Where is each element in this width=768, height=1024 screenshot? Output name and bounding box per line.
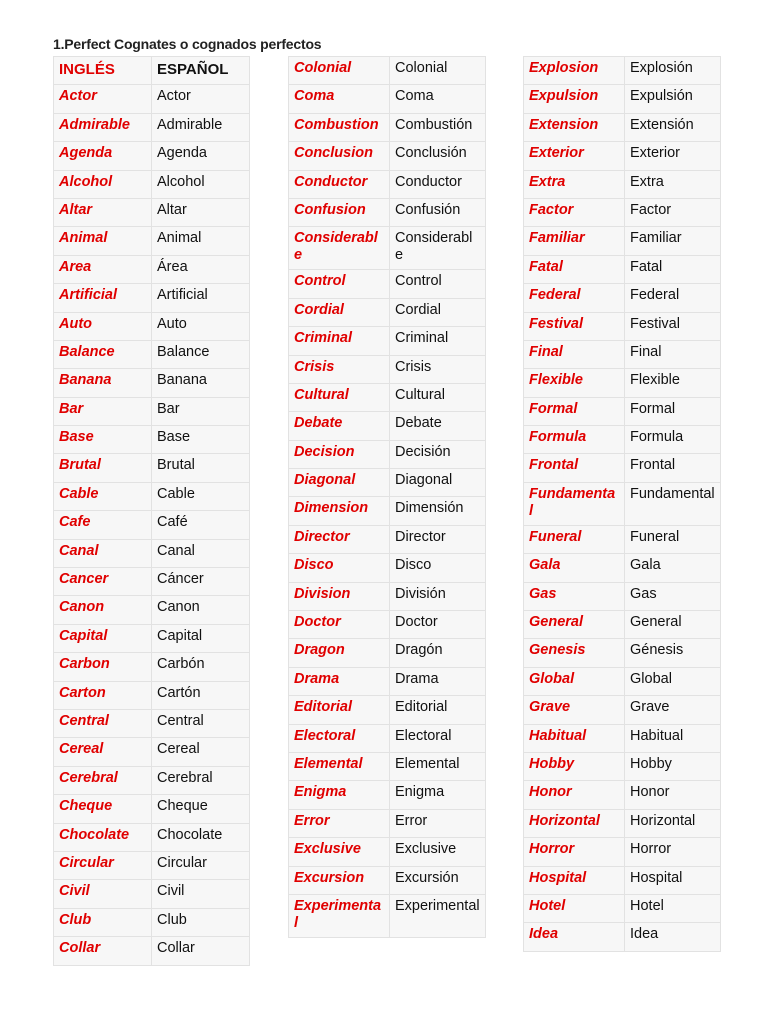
spanish-word: Electoral bbox=[390, 724, 486, 752]
spanish-word: Honor bbox=[625, 781, 721, 809]
english-word: Diagonal bbox=[289, 469, 390, 497]
spanish-word: Extensión bbox=[625, 113, 721, 141]
table-row bbox=[54, 198, 250, 226]
english-word: Conductor bbox=[289, 170, 390, 198]
english-word: Formula bbox=[524, 426, 625, 454]
spanish-word: Factor bbox=[625, 198, 721, 226]
table-row bbox=[524, 923, 721, 951]
spanish-word: Flexible bbox=[625, 369, 721, 397]
table-row bbox=[54, 369, 250, 397]
english-word: Explosion bbox=[524, 57, 625, 85]
table-row bbox=[524, 696, 721, 724]
english-word: Admirable bbox=[54, 113, 152, 141]
spanish-word: Formula bbox=[625, 426, 721, 454]
table-row bbox=[524, 57, 721, 85]
table-row bbox=[289, 611, 486, 639]
table-row bbox=[54, 539, 250, 567]
table-row bbox=[524, 894, 721, 922]
table-row bbox=[289, 554, 486, 582]
english-word: Coma bbox=[289, 85, 390, 113]
english-word: Extension bbox=[524, 113, 625, 141]
spanish-word: Editorial bbox=[390, 696, 486, 724]
english-word: Global bbox=[524, 667, 625, 695]
table-row bbox=[54, 227, 250, 255]
table-row bbox=[524, 752, 721, 780]
table-row bbox=[524, 639, 721, 667]
table-row bbox=[289, 525, 486, 553]
english-word: General bbox=[524, 611, 625, 639]
cognates-column-1 bbox=[53, 56, 250, 966]
table-row bbox=[524, 227, 721, 255]
english-word: Formal bbox=[524, 397, 625, 425]
spanish-word: Dragón bbox=[390, 639, 486, 667]
english-word: Habitual bbox=[524, 724, 625, 752]
spanish-word: Enigma bbox=[390, 781, 486, 809]
table-row bbox=[289, 838, 486, 866]
english-word: Banana bbox=[54, 369, 152, 397]
english-word: Horizontal bbox=[524, 809, 625, 837]
spanish-word: Civil bbox=[152, 880, 250, 908]
spanish-word: Diagonal bbox=[390, 469, 486, 497]
english-word: Cultural bbox=[289, 383, 390, 411]
english-word: Exterior bbox=[524, 142, 625, 170]
spanish-word: Control bbox=[390, 270, 486, 298]
cognates-table-2 bbox=[288, 56, 486, 938]
spanish-word: Excursión bbox=[390, 866, 486, 894]
english-word: Hotel bbox=[524, 894, 625, 922]
table-row bbox=[289, 667, 486, 695]
english-word: Hospital bbox=[524, 866, 625, 894]
spanish-word: Cultural bbox=[390, 383, 486, 411]
table-row bbox=[54, 908, 250, 936]
english-word: Frontal bbox=[524, 454, 625, 482]
spanish-word: Agenda bbox=[152, 142, 250, 170]
spanish-word: Frontal bbox=[625, 454, 721, 482]
spanish-word: Central bbox=[152, 709, 250, 737]
spanish-word: Hospital bbox=[625, 866, 721, 894]
table-row bbox=[289, 752, 486, 780]
table-row bbox=[289, 866, 486, 894]
table-row bbox=[54, 170, 250, 198]
spanish-word: Grave bbox=[625, 696, 721, 724]
english-word: Horror bbox=[524, 838, 625, 866]
spanish-word: Cáncer bbox=[152, 568, 250, 596]
table-row bbox=[524, 781, 721, 809]
spanish-word: Doctor bbox=[390, 611, 486, 639]
spanish-word: Club bbox=[152, 908, 250, 936]
cognates-table-3 bbox=[523, 56, 721, 952]
table-row bbox=[524, 525, 721, 553]
spanish-word: Exterior bbox=[625, 142, 721, 170]
table-row bbox=[54, 851, 250, 879]
english-word: Actor bbox=[54, 85, 152, 113]
table-row bbox=[289, 696, 486, 724]
spanish-word: Dimensión bbox=[390, 497, 486, 525]
english-word: Auto bbox=[54, 312, 152, 340]
table-row bbox=[54, 113, 250, 141]
spanish-word: Disco bbox=[390, 554, 486, 582]
table-row bbox=[289, 170, 486, 198]
spanish-word: Considerable bbox=[390, 227, 486, 270]
spanish-word: Decisión bbox=[390, 440, 486, 468]
english-word: Factor bbox=[524, 198, 625, 226]
table-row bbox=[54, 85, 250, 113]
table-row bbox=[524, 198, 721, 226]
spanish-word: General bbox=[625, 611, 721, 639]
spanish-word: Familiar bbox=[625, 227, 721, 255]
spanish-word: Cheque bbox=[152, 795, 250, 823]
english-word: Hobby bbox=[524, 752, 625, 780]
english-word: Fatal bbox=[524, 255, 625, 283]
english-word: Capital bbox=[54, 624, 152, 652]
table-row bbox=[54, 596, 250, 624]
table-row bbox=[524, 582, 721, 610]
spanish-word: Experimental bbox=[390, 894, 486, 937]
english-word: Circular bbox=[54, 851, 152, 879]
english-word: Gala bbox=[524, 554, 625, 582]
table-row bbox=[524, 85, 721, 113]
english-word: Gas bbox=[524, 582, 625, 610]
english-word: Agenda bbox=[54, 142, 152, 170]
table-row bbox=[54, 482, 250, 510]
english-word: Canal bbox=[54, 539, 152, 567]
spanish-word: Horizontal bbox=[625, 809, 721, 837]
spanish-word: Confusión bbox=[390, 198, 486, 226]
english-word: Elemental bbox=[289, 752, 390, 780]
spanish-word: Animal bbox=[152, 227, 250, 255]
table-row bbox=[524, 611, 721, 639]
spanish-word: Conclusión bbox=[390, 142, 486, 170]
spanish-word: Coma bbox=[390, 85, 486, 113]
table-row bbox=[54, 681, 250, 709]
english-word: Drama bbox=[289, 667, 390, 695]
english-word: Experimental bbox=[289, 894, 390, 937]
table-row bbox=[524, 809, 721, 837]
table-row bbox=[289, 57, 486, 85]
spanish-word: Alcohol bbox=[152, 170, 250, 198]
table-row bbox=[289, 327, 486, 355]
table-row bbox=[524, 554, 721, 582]
table-row bbox=[524, 369, 721, 397]
english-word: Festival bbox=[524, 312, 625, 340]
english-word: Dimension bbox=[289, 497, 390, 525]
spanish-word: Balance bbox=[152, 340, 250, 368]
english-word: Disco bbox=[289, 554, 390, 582]
english-word: Grave bbox=[524, 696, 625, 724]
english-word: Enigma bbox=[289, 781, 390, 809]
english-word: Director bbox=[289, 525, 390, 553]
spanish-word: Extra bbox=[625, 170, 721, 198]
table-row bbox=[524, 284, 721, 312]
spanish-word: Fatal bbox=[625, 255, 721, 283]
english-word: Brutal bbox=[54, 454, 152, 482]
table-row bbox=[524, 312, 721, 340]
english-word: Combustion bbox=[289, 113, 390, 141]
spanish-word: Conductor bbox=[390, 170, 486, 198]
table-row bbox=[289, 724, 486, 752]
spanish-word: Funeral bbox=[625, 525, 721, 553]
table-row bbox=[289, 894, 486, 937]
english-word: Extra bbox=[524, 170, 625, 198]
table-row bbox=[289, 412, 486, 440]
spanish-word: Admirable bbox=[152, 113, 250, 141]
english-word: Dragon bbox=[289, 639, 390, 667]
english-word: Doctor bbox=[289, 611, 390, 639]
spanish-word: Global bbox=[625, 667, 721, 695]
table-row bbox=[289, 383, 486, 411]
table-row bbox=[289, 85, 486, 113]
table-row bbox=[524, 142, 721, 170]
english-word: Alcohol bbox=[54, 170, 152, 198]
table-row bbox=[524, 340, 721, 368]
cognates-column-2 bbox=[288, 56, 485, 938]
table-row bbox=[289, 355, 486, 383]
english-word: Crisis bbox=[289, 355, 390, 383]
spanish-word: Brutal bbox=[152, 454, 250, 482]
table-row bbox=[54, 568, 250, 596]
table-row bbox=[54, 738, 250, 766]
spanish-word: Banana bbox=[152, 369, 250, 397]
spanish-word: Final bbox=[625, 340, 721, 368]
spanish-word: Base bbox=[152, 426, 250, 454]
spanish-word: Canal bbox=[152, 539, 250, 567]
spanish-word: Fundamental bbox=[625, 482, 721, 525]
spanish-word: División bbox=[390, 582, 486, 610]
english-word: Bar bbox=[54, 397, 152, 425]
english-word: Base bbox=[54, 426, 152, 454]
table-row bbox=[524, 482, 721, 525]
english-word: Club bbox=[54, 908, 152, 936]
spanish-word: Cordial bbox=[390, 298, 486, 326]
spanish-word: Auto bbox=[152, 312, 250, 340]
spanish-word: Hobby bbox=[625, 752, 721, 780]
english-word: Civil bbox=[54, 880, 152, 908]
table-row bbox=[289, 198, 486, 226]
english-word: Division bbox=[289, 582, 390, 610]
spanish-word: Combustión bbox=[390, 113, 486, 141]
english-word: Canon bbox=[54, 596, 152, 624]
english-word: Cable bbox=[54, 482, 152, 510]
table-row bbox=[289, 113, 486, 141]
spanish-word: Horror bbox=[625, 838, 721, 866]
header-english: INGLÉS bbox=[54, 57, 152, 85]
table-row bbox=[524, 170, 721, 198]
english-word: Animal bbox=[54, 227, 152, 255]
spanish-word: Cartón bbox=[152, 681, 250, 709]
table-row bbox=[289, 440, 486, 468]
english-word: Funeral bbox=[524, 525, 625, 553]
table-row bbox=[54, 142, 250, 170]
english-word: Cafe bbox=[54, 511, 152, 539]
spanish-word: Idea bbox=[625, 923, 721, 951]
english-word: Carbon bbox=[54, 653, 152, 681]
table-row bbox=[54, 795, 250, 823]
spanish-word: Debate bbox=[390, 412, 486, 440]
spanish-word: Altar bbox=[152, 198, 250, 226]
table-row bbox=[524, 255, 721, 283]
table-row bbox=[54, 653, 250, 681]
english-word: Cerebral bbox=[54, 766, 152, 794]
spanish-word: Colonial bbox=[390, 57, 486, 85]
english-word: Flexible bbox=[524, 369, 625, 397]
english-word: Altar bbox=[54, 198, 152, 226]
english-word: Cheque bbox=[54, 795, 152, 823]
spanish-word: Actor bbox=[152, 85, 250, 113]
table-row bbox=[524, 667, 721, 695]
table-row bbox=[524, 724, 721, 752]
spanish-word: Artificial bbox=[152, 284, 250, 312]
spanish-word: Cereal bbox=[152, 738, 250, 766]
header-spanish: ESPAÑOL bbox=[152, 57, 250, 85]
spanish-word: Federal bbox=[625, 284, 721, 312]
cognates-table-1 bbox=[53, 56, 250, 966]
english-word: Cordial bbox=[289, 298, 390, 326]
spanish-word: Collar bbox=[152, 937, 250, 965]
english-word: Exclusive bbox=[289, 838, 390, 866]
table-row bbox=[54, 284, 250, 312]
english-word: Final bbox=[524, 340, 625, 368]
english-word: Balance bbox=[54, 340, 152, 368]
table-row bbox=[54, 426, 250, 454]
english-word: Fundamental bbox=[524, 482, 625, 525]
table-row bbox=[54, 880, 250, 908]
english-word: Considerable bbox=[289, 227, 390, 270]
spanish-word: Exclusive bbox=[390, 838, 486, 866]
table-row bbox=[289, 142, 486, 170]
english-word: Honor bbox=[524, 781, 625, 809]
english-word: Carton bbox=[54, 681, 152, 709]
spanish-word: Cerebral bbox=[152, 766, 250, 794]
english-word: Central bbox=[54, 709, 152, 737]
table-row bbox=[524, 454, 721, 482]
spanish-word: Génesis bbox=[625, 639, 721, 667]
english-word: Conclusion bbox=[289, 142, 390, 170]
english-word: Expulsion bbox=[524, 85, 625, 113]
table-row bbox=[524, 838, 721, 866]
table-row bbox=[289, 298, 486, 326]
english-word: Confusion bbox=[289, 198, 390, 226]
spanish-word: Canon bbox=[152, 596, 250, 624]
spanish-word: Criminal bbox=[390, 327, 486, 355]
table-row bbox=[54, 312, 250, 340]
table-row bbox=[524, 113, 721, 141]
spanish-word: Circular bbox=[152, 851, 250, 879]
english-word: Colonial bbox=[289, 57, 390, 85]
spanish-word: Habitual bbox=[625, 724, 721, 752]
spanish-word: Gas bbox=[625, 582, 721, 610]
spanish-word: Hotel bbox=[625, 894, 721, 922]
table-row bbox=[54, 823, 250, 851]
english-word: Criminal bbox=[289, 327, 390, 355]
table-row bbox=[54, 340, 250, 368]
english-word: Cereal bbox=[54, 738, 152, 766]
table-row bbox=[524, 426, 721, 454]
table-row bbox=[54, 937, 250, 965]
english-word: Chocolate bbox=[54, 823, 152, 851]
table-row bbox=[524, 866, 721, 894]
spanish-word: Formal bbox=[625, 397, 721, 425]
english-word: Error bbox=[289, 809, 390, 837]
table-row bbox=[289, 270, 486, 298]
spanish-word: Área bbox=[152, 255, 250, 283]
cognates-column-3 bbox=[523, 56, 720, 952]
english-word: Collar bbox=[54, 937, 152, 965]
table-row bbox=[54, 255, 250, 283]
spanish-word: Drama bbox=[390, 667, 486, 695]
english-word: Electoral bbox=[289, 724, 390, 752]
english-word: Federal bbox=[524, 284, 625, 312]
spanish-word: Festival bbox=[625, 312, 721, 340]
spanish-word: Carbón bbox=[152, 653, 250, 681]
english-word: Debate bbox=[289, 412, 390, 440]
table-row bbox=[289, 469, 486, 497]
spanish-word: Gala bbox=[625, 554, 721, 582]
table-row bbox=[289, 582, 486, 610]
spanish-word: Director bbox=[390, 525, 486, 553]
table-row bbox=[289, 227, 486, 270]
table-row bbox=[54, 766, 250, 794]
page-title: 1.Perfect Cognates o cognados perfectos bbox=[53, 36, 322, 52]
english-word: Control bbox=[289, 270, 390, 298]
table-row bbox=[54, 709, 250, 737]
table-row bbox=[54, 454, 250, 482]
spanish-word: Chocolate bbox=[152, 823, 250, 851]
english-word: Area bbox=[54, 255, 152, 283]
table-row bbox=[54, 511, 250, 539]
english-word: Decision bbox=[289, 440, 390, 468]
english-word: Excursion bbox=[289, 866, 390, 894]
english-word: Cancer bbox=[54, 568, 152, 596]
spanish-word: Explosión bbox=[625, 57, 721, 85]
english-word: Genesis bbox=[524, 639, 625, 667]
english-word: Editorial bbox=[289, 696, 390, 724]
table-row bbox=[289, 809, 486, 837]
spanish-word: Café bbox=[152, 511, 250, 539]
table-row bbox=[289, 639, 486, 667]
english-word: Idea bbox=[524, 923, 625, 951]
spanish-word: Error bbox=[390, 809, 486, 837]
table-row bbox=[289, 781, 486, 809]
spanish-word: Capital bbox=[152, 624, 250, 652]
english-word: Familiar bbox=[524, 227, 625, 255]
spanish-word: Cable bbox=[152, 482, 250, 510]
table-row bbox=[524, 397, 721, 425]
table-header-row bbox=[54, 57, 250, 85]
spanish-word: Elemental bbox=[390, 752, 486, 780]
english-word: Artificial bbox=[54, 284, 152, 312]
spanish-word: Bar bbox=[152, 397, 250, 425]
table-row bbox=[54, 624, 250, 652]
table-row bbox=[289, 497, 486, 525]
spanish-word: Expulsión bbox=[625, 85, 721, 113]
table-row bbox=[54, 397, 250, 425]
spanish-word: Crisis bbox=[390, 355, 486, 383]
